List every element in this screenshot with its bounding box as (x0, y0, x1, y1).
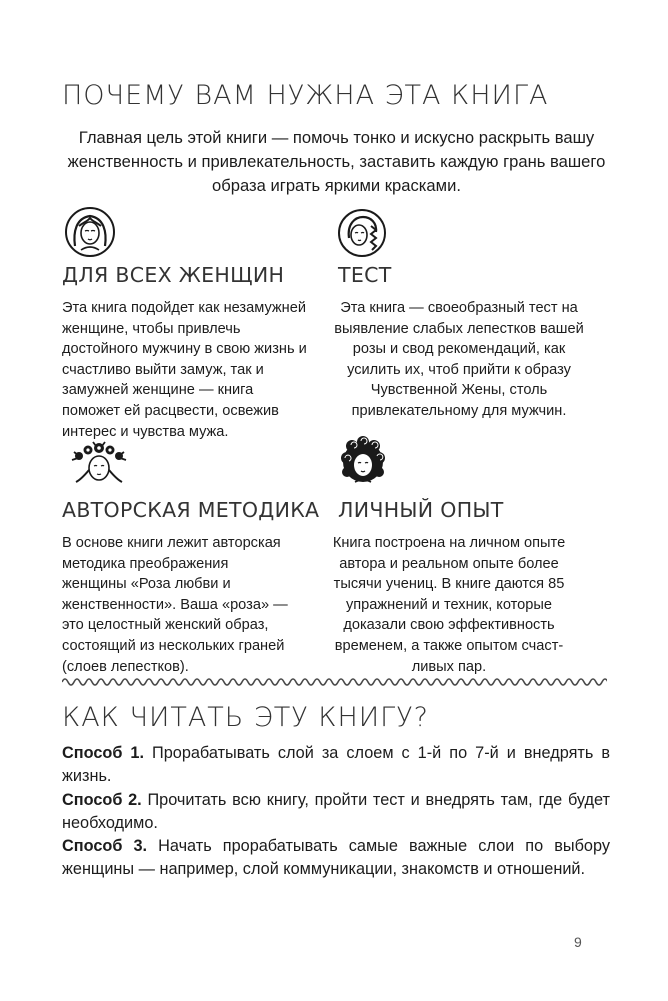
section-heading-author-method: АВТОРСКАЯ МЕТОДИКА (62, 498, 320, 522)
method-item (62, 789, 610, 836)
section-heading-all-women: ДЛЯ ВСЕХ ЖЕНЩИН (62, 263, 285, 287)
section-heading-test: ТЕСТ (338, 263, 392, 287)
page-title: ПОЧЕМУ ВАМ НУЖНА ЭТА КНИГА (62, 80, 549, 111)
method-item (62, 835, 610, 882)
curly-hair-woman-icon (337, 436, 389, 488)
methods-list (62, 742, 610, 882)
method-item (62, 742, 610, 789)
section-text-test: Эта книга — своеобразный тест на выявление слабых лепестков вашей розы и свод рекомендаций, как усилить их, чтоб прийти к образу Чувственной Жены, столь привлекательному для мужчин. (334, 300, 584, 419)
section-heading-personal-experience: ЛИЧНЫЙ ОПЫТ (338, 498, 504, 522)
method-label: Способ 3. (62, 837, 148, 856)
method-text: Начать прорабатывать самые важные слои по выбору женщины — например, слой коммуникации, знакомств и отношений. (62, 837, 610, 879)
section-text-author-method: В основе книги лежит авторская методика преображения женщины «Роза любви и женственности». Ваша «роза» — это целостный женский образ, состоящий из нескольких граней (слоев лепестков). (62, 535, 288, 675)
method-text: Прочитать всю книгу, пройти тест и внедрять там, где будет необходимо. (62, 790, 610, 832)
flower-wreath-icon (66, 438, 132, 488)
method-label: Способ 1. (62, 744, 144, 762)
wavy-divider (62, 676, 607, 688)
method-label: Способ 2. (62, 790, 142, 809)
woman-braid-icon (337, 208, 387, 258)
method-text: Прорабатывать слой за слоем с 1-й по 7-й и внедрять в жизнь. (62, 744, 610, 786)
intro-paragraph: Главная цель этой книги — помочь тонко и искусно раскрыть вашу женственность и привлекательность, заставить каждую грань вашего образа играть яркими красками. (67, 128, 606, 195)
section-text-personal-experience: Книга построена на личном опыте автора и реальном опыте более тысячи учениц. В книге даются 85 упражнений и техник, которые доказали свою эффективность временем, а также опытом счастливых пар. (332, 535, 566, 675)
section-text-all-women: Эта книга подойдет как незамужней женщине, чтобы привлечь достойного мужчину в свою жизнь и счастливо выйти замуж, так и замужней женщине — книга поможет ей расцвести, освежив интерес и чувства мужа. (62, 300, 307, 440)
page-number: 9 (574, 934, 582, 950)
woman-face-icon (64, 206, 116, 258)
section-title-how-to-read: КАК ЧИТАТЬ ЭТУ КНИГУ? (62, 702, 429, 733)
